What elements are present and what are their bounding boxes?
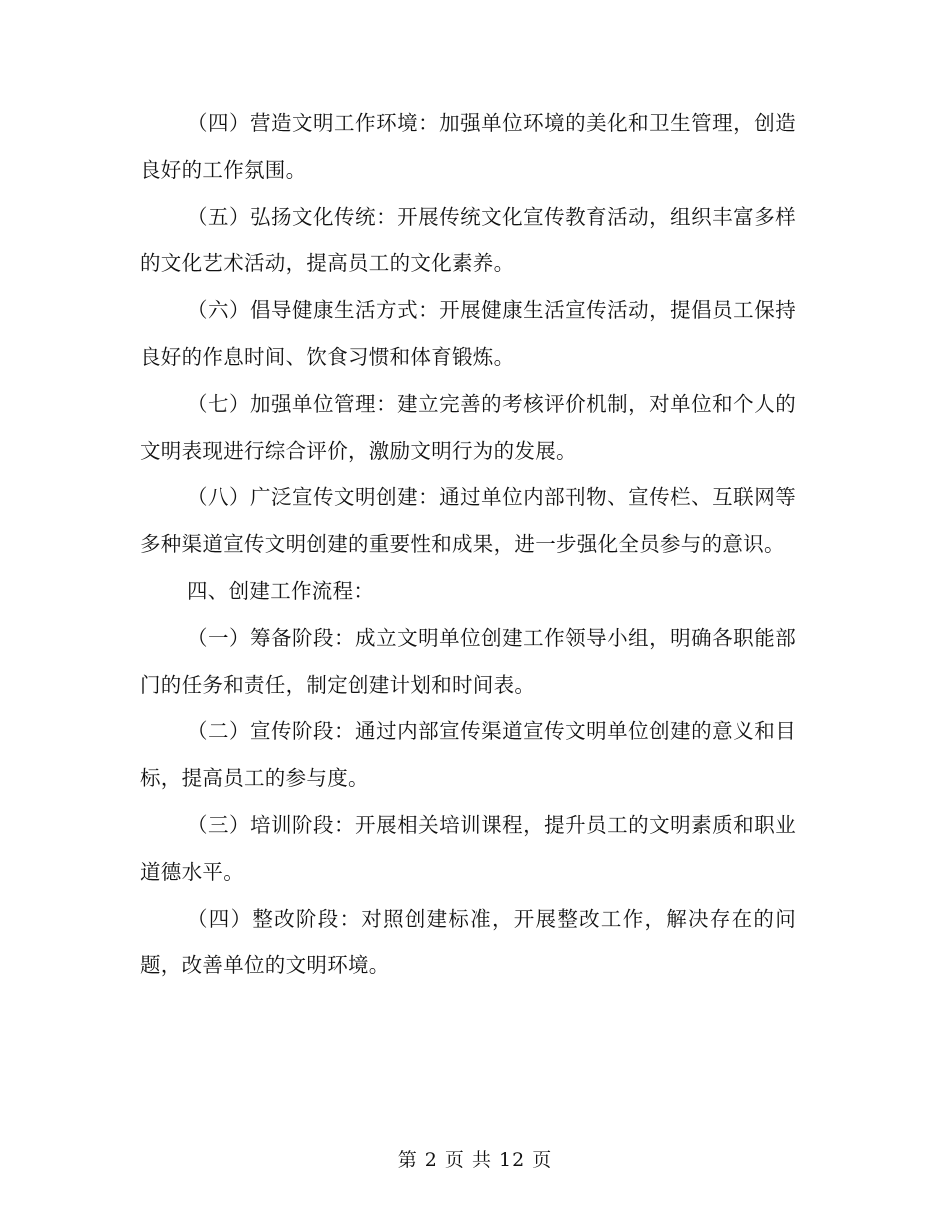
paragraph-health: （六）倡导健康生活方式：开展健康生活宣传活动，提倡员工保持良好的作息时间、饮食习惯和体育锻炼。 (140, 298, 796, 369)
section-heading: 四、创建工作流程： (187, 578, 375, 603)
step-training: （三）培训阶段：开展相关培训课程，提升员工的文明素质和职业道德水平。 (140, 812, 796, 884)
step-publicity: （二）宣传阶段：通过内部宣传渠道宣传文明单位创建的意义和目标，提高员工的参与度。 (140, 719, 796, 791)
document-body (140, 100, 796, 989)
paragraph-culture: （五）弘扬文化传统：开展传统文化宣传教育活动，组织丰富多样的文化艺术活动，提高员工的文化素养。 (140, 204, 796, 276)
step-rectification: （四）整改阶段：对照创建标准，开展整改工作，解决存在的问题，改善单位的文明环境。 (140, 906, 796, 978)
page-number-footer: 第 2 页 共 12 页 (397, 1149, 553, 1171)
paragraph-environment: （四）营造文明工作环境：加强单位环境的美化和卫生管理，创造良好的工作氛围。 (140, 111, 796, 182)
paragraph-publicity: （八）广泛宣传文明创建：通过单位内部刊物、宣传栏、互联网等多种渠道宣传文明创建的重要性和成果，进一步强化全员参与的意识。 (140, 485, 796, 557)
paragraph-management: （七）加强单位管理：建立完善的考核评价机制，对单位和个人的文明表现进行综合评价，激励文明行为的发展。 (140, 391, 796, 463)
step-preparation: （一）筹备阶段：成立文明单位创建工作领导小组，明确各职能部门的任务和责任，制定创建计划和时间表。 (140, 625, 796, 697)
